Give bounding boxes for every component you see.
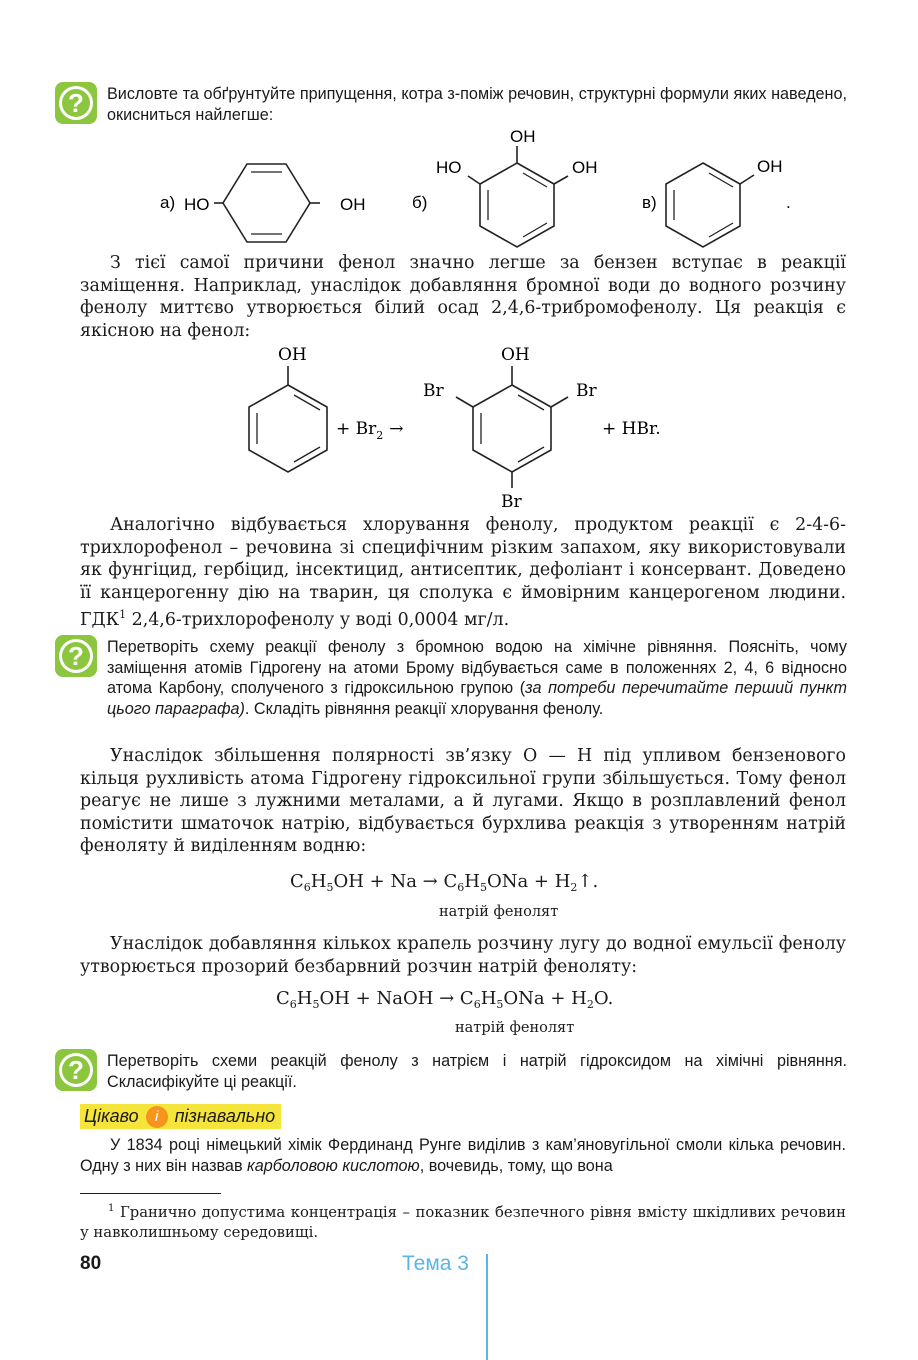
label-a: а)	[160, 193, 176, 212]
br-right: Br	[576, 381, 597, 401]
paragraph-3: Унаслідок збільшення полярності зв’язку О — Н під упливом бензенового кільця рухливість атома Гідрогену гідроксильної групи збільшується. Тому фенол реагує не лише з лужними металами, а й лугами. Якщо в розплавлений фенол помістити шматочок натрію, відбувається бурхлива реакція з утворенням натрій феноляту й виділенням водню:	[80, 746, 846, 857]
plus-br2: + $Br_2$ →	[336, 419, 404, 442]
oh-product: OH	[501, 345, 530, 365]
plus-hbr: + HBr.	[602, 419, 661, 439]
svg-text:?: ?	[68, 641, 84, 671]
question-icon	[55, 82, 97, 124]
question-icon	[55, 635, 97, 677]
label-c: в)	[642, 193, 657, 212]
running-title: Тема 3	[402, 1252, 469, 1275]
footer-divider	[486, 1254, 488, 1360]
question-icon	[55, 1049, 97, 1091]
oh-group-a: OH	[340, 195, 366, 214]
bromination-reaction-figure	[230, 340, 700, 515]
equation-2-label: натрій фенолят	[455, 1020, 575, 1036]
equation-1-label: натрій фенолят	[439, 904, 559, 920]
footnote-divider	[80, 1193, 221, 1194]
br-left: Br	[423, 381, 444, 401]
period-c: .	[786, 193, 791, 212]
svg-text:?: ?	[68, 88, 84, 118]
oh-top-b: OH	[510, 127, 536, 146]
equation-sodium: $C_6H_5OH + Na \to C_6H_5ONa$ + $H_2↑$.	[290, 871, 599, 894]
paragraph-1: З тієї самої причини фенол значно легше за бензен вступає в реакції заміщення. Наприклад, унаслідок добавляння бромної води до водного розчину фенолу миттєво утворюється білий осад 2,4,6-трибромофенолу. Ця реакція є якісною на фенол:	[80, 253, 846, 341]
ho-group-a: HO	[184, 195, 210, 214]
question-3-text: Перетворіть схеми реакцій фенолу з натрієм і натрій гідроксидом на хімічні рівняння. Скласифікуйте ці реакції.	[107, 1052, 847, 1091]
br-bottom: Br	[501, 492, 522, 512]
paragraph-4: Унаслідок добавляння кількох крапель розчину лугу до водної емульсії фенолу утворюється прозорий безбарвний розчин натрій феноляту:	[80, 934, 846, 977]
oh-right-b: OH	[572, 158, 598, 177]
question-2-text: Перетворіть схему реакції фенолу з бромною водою на хімічне рівняння. Поясніть, чому заміщення атомів Гідрогену на атоми Брому відбувається саме в положеннях 2, 4, 6 відносно атома Карбону, сполученого з гідроксильною групою (за потреби перечитайте перший пункт цього параграфа). Складіть рівняння реакції хлорування фенолу.	[107, 638, 847, 718]
page-number: 80	[80, 1253, 102, 1274]
paragraph-5: У 1834 році німецький хімік Фердинанд Рунге виділив з кам’яновугільної смоли кілька речовин. Одну з них він назвав карболовою кислотою, вочевидь, тому, що вона	[80, 1136, 846, 1175]
equation-naoh: $C_6H_5OH$ + NaOH → $C_6H_5ONa + H_2O$.	[276, 988, 614, 1011]
phenol-structures-figure	[150, 120, 810, 250]
ho-left-b: HO	[436, 158, 462, 177]
info-badge: і	[146, 1106, 168, 1128]
svg-text:?: ?	[68, 1055, 84, 1085]
interesting-heading: Цікаво і пізнавально	[80, 1104, 281, 1129]
label-b: б)	[412, 193, 428, 212]
footnote: $^1$ Гранично допустима концентрація – показник безпечного рівня вмісту шкідливих речовин у навколишньому середовищі.	[80, 1203, 846, 1241]
oh-phenol: OH	[278, 345, 307, 365]
question-1-text: Висловте та обґрунтуйте припущення, котра з-поміж речовин, структурні формули яких наведено, окисниться найлегше:	[107, 85, 847, 124]
oh-group-c: OH	[757, 157, 783, 176]
paragraph-2: Аналогічно відбувається хлорування фенолу, продуктом реакції є 2-4-6-трихлорофенол – речовина зі специфічним різким запахом, яку використовували як фунгіцид, гербіцид, інсектицид, антисептик, дефоліант і консервант. Доведено її канцерогенну дію на тварин, ця сполука є ймовірним канцерогеном людини. ГДК$^1$ 2,4,6-трихлорофенолу у воді 0,0004 мг/л.	[80, 515, 846, 631]
